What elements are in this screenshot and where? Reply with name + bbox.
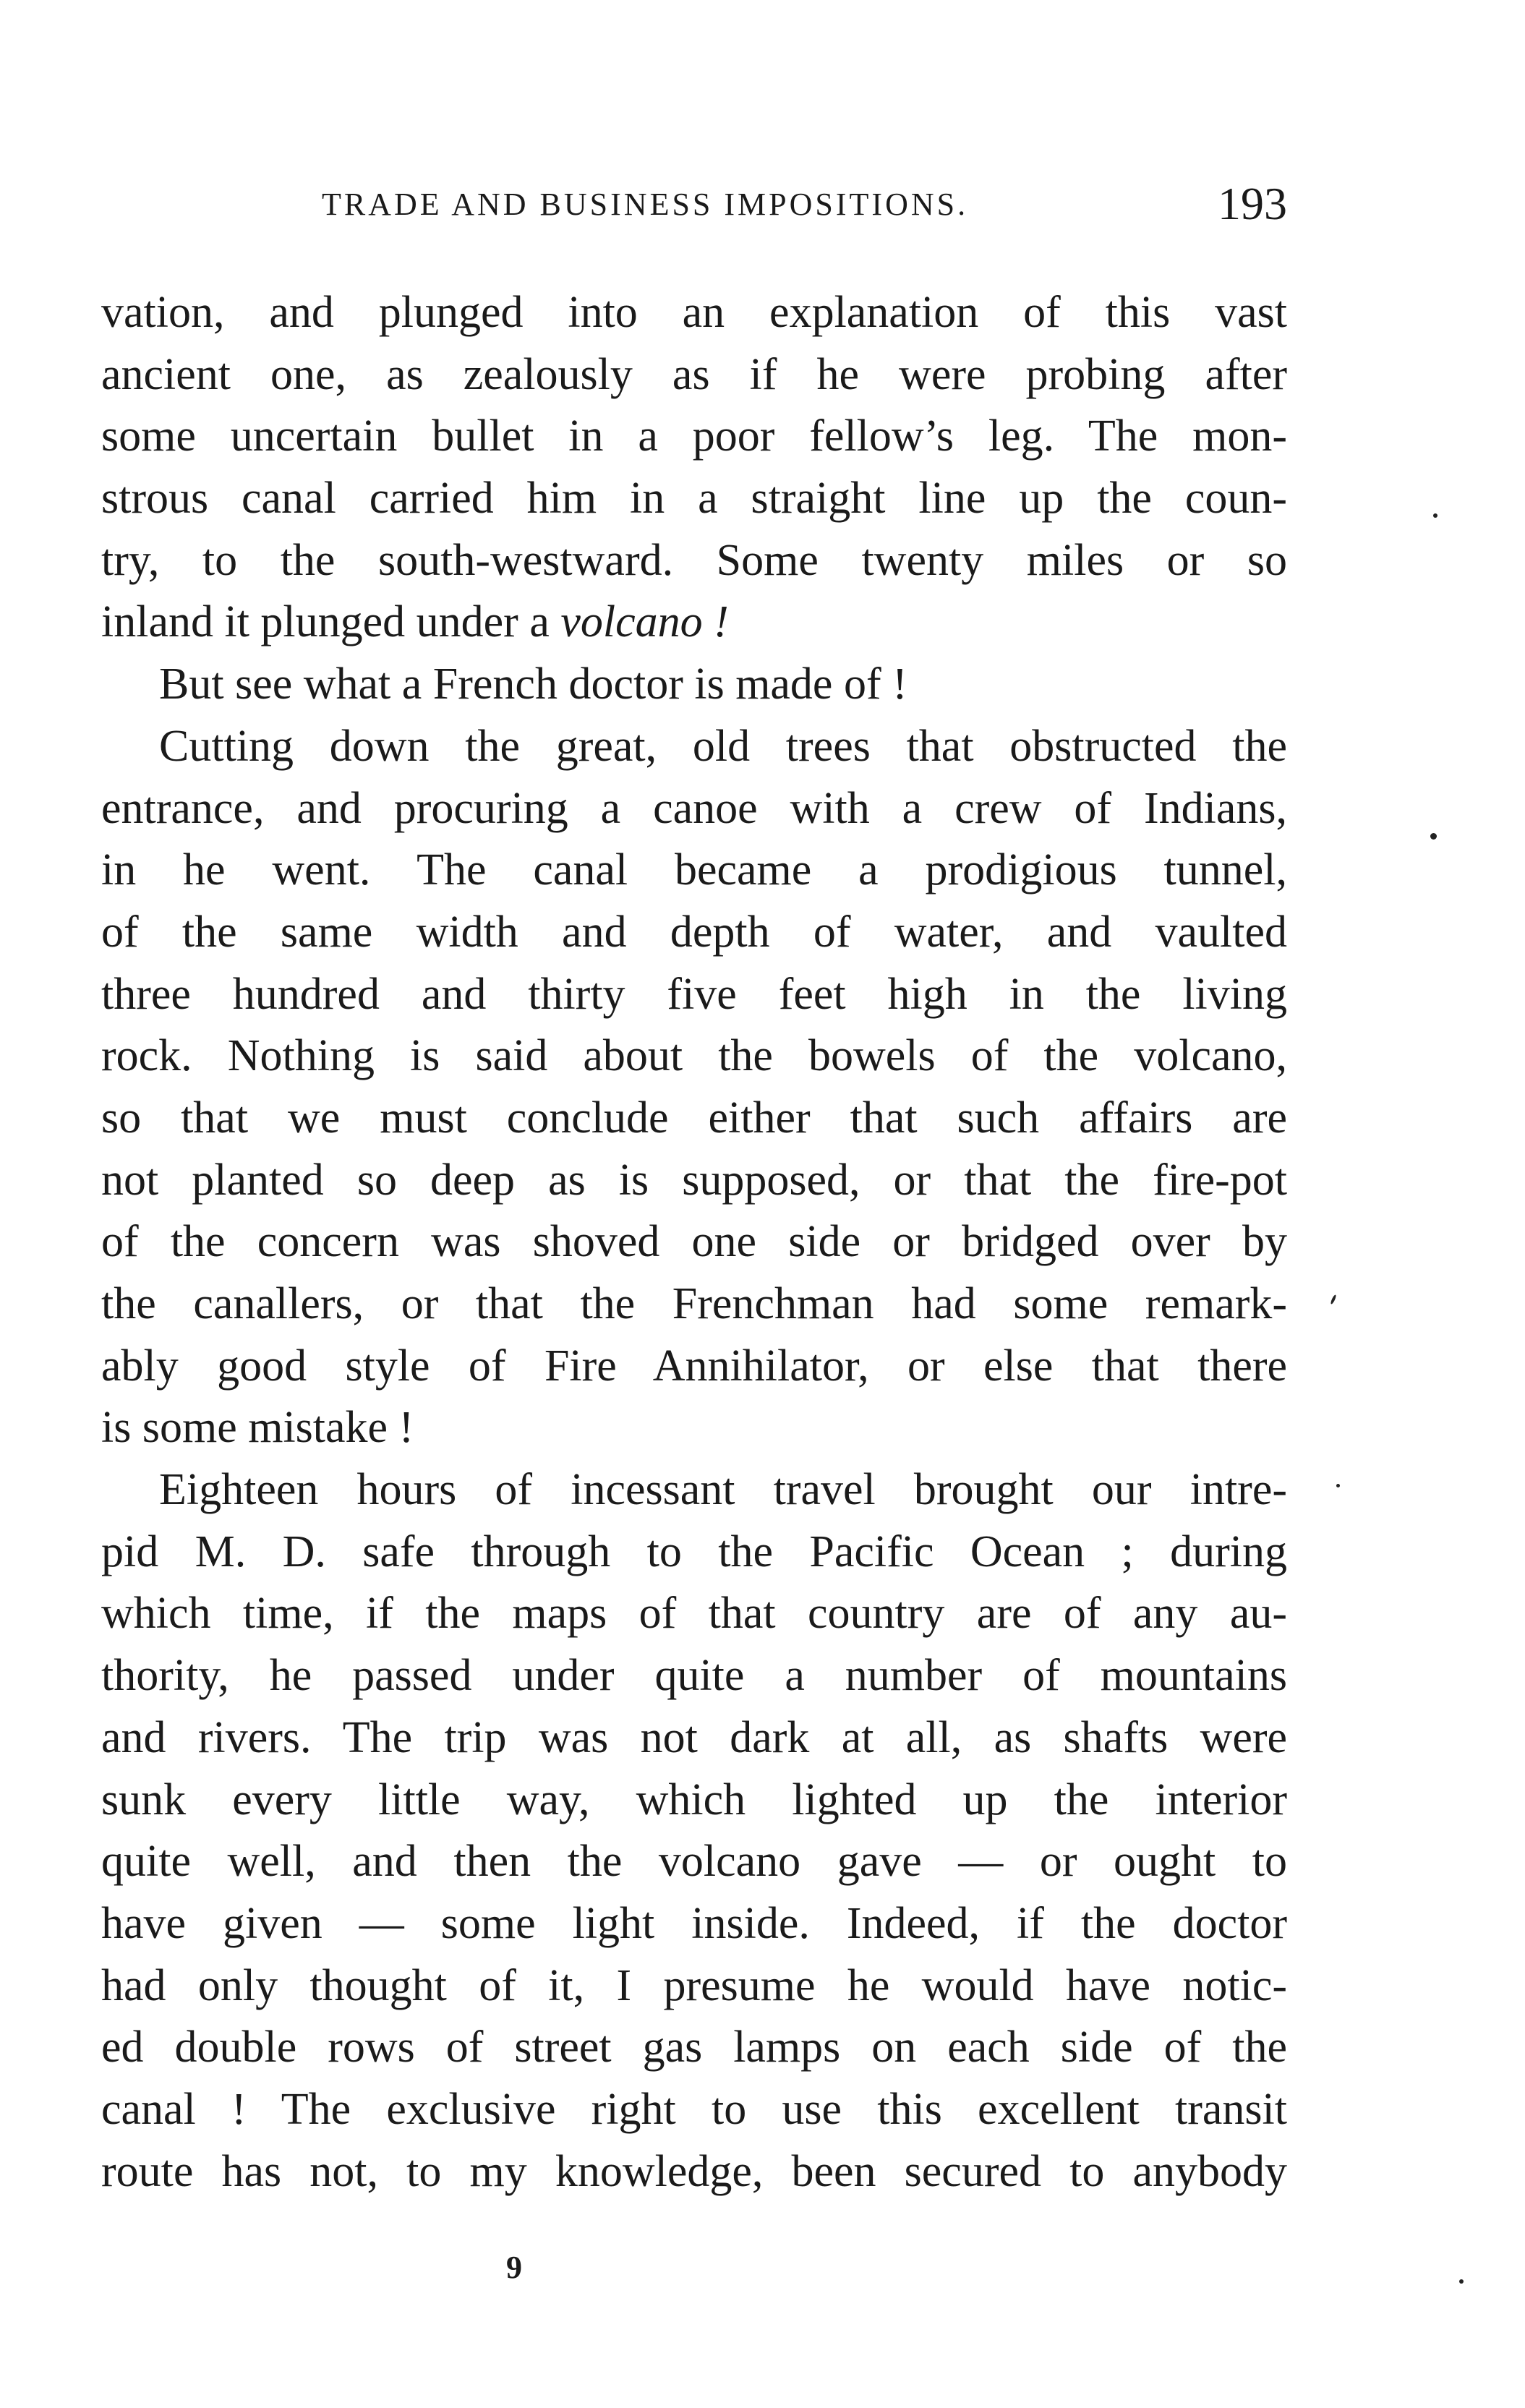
line-text: inland it plunged under a	[101, 597, 561, 647]
text-line	[101, 1397, 1287, 1459]
text-line	[101, 344, 1287, 406]
line-text: strous canal carried him in a straight line up the coun-	[101, 474, 1287, 524]
text-line	[101, 2017, 1287, 2079]
text-line	[101, 654, 1287, 716]
page-number: 193	[1218, 178, 1287, 229]
scan-speck	[1459, 2279, 1464, 2284]
line-text: Eighteen hours of incessant travel brought our intre-	[159, 1465, 1287, 1515]
line-text: the canallers, or that the Frenchman had some remark-	[101, 1279, 1287, 1328]
line-text: pid M. D. safe through to the Pacific Ocean ; during	[101, 1527, 1287, 1576]
paragraph	[101, 282, 1287, 654]
text-line	[101, 1707, 1287, 1769]
text-line	[101, 778, 1287, 840]
scan-speck	[1336, 1484, 1340, 1487]
running-head	[101, 177, 1287, 242]
text-line	[101, 592, 1287, 654]
line-text: of the concern was shoved one side or bridged over by	[101, 1217, 1287, 1267]
line-text: try, to the south-westward. Some twenty miles or so	[101, 535, 1287, 585]
text-line	[101, 406, 1287, 468]
text-line	[101, 282, 1287, 344]
line-text: ed double rows of street gas lamps on each side of the	[101, 2023, 1287, 2072]
scan-speck	[1430, 833, 1437, 840]
text-line	[101, 1521, 1287, 1584]
line-text: so that we must conclude either that such affairs are	[101, 1093, 1287, 1143]
text-line	[101, 964, 1287, 1026]
text-line	[101, 2141, 1287, 2203]
line-text: three hundred and thirty five feet high in the living	[101, 969, 1287, 1019]
scan-speck	[1330, 1294, 1337, 1305]
text-line	[101, 468, 1287, 530]
line-text: route has not, to my knowledge, been secured to anybody	[101, 2146, 1287, 2196]
line-text: quite well, and then the volcano gave — or ought to	[101, 1837, 1287, 1887]
italic-word: volcano !	[560, 597, 729, 647]
line-text: ancient one, as zealously as if he were probing after	[101, 349, 1287, 399]
text-line	[101, 1459, 1287, 1521]
text-line	[101, 1955, 1287, 2018]
text-line	[101, 1336, 1287, 1398]
body-text	[101, 282, 1287, 2203]
text-line	[101, 1893, 1287, 1955]
line-text: But see what a French doctor is made of !	[159, 659, 907, 709]
text-line	[101, 1831, 1287, 1893]
line-text: sunk every little way, which lighted up the interior	[101, 1775, 1287, 1824]
text-line	[101, 1769, 1287, 1832]
line-text: vation, and plunged into an explanation of this vast	[101, 288, 1287, 337]
line-text: entrance, and procuring a canoe with a crew of Indians,	[101, 783, 1287, 833]
line-text: Cutting down the great, old trees that obstructed the	[159, 721, 1287, 771]
text-line	[101, 716, 1287, 778]
text-line	[101, 1150, 1287, 1212]
paragraph	[101, 654, 1287, 716]
text-line	[101, 1025, 1287, 1088]
text-line	[101, 840, 1287, 902]
line-text: had only thought of it, I presume he would have notic-	[101, 1960, 1287, 2010]
line-text: ably good style of Fire Annihilator, or else that there	[101, 1341, 1287, 1391]
line-text: of the same width and depth of water, and vaulted	[101, 907, 1287, 957]
line-text: have given — some light inside. Indeed, if the doctor	[101, 1898, 1287, 1948]
text-line	[101, 2079, 1287, 2141]
paragraph	[101, 1459, 1287, 2203]
text-line	[101, 1583, 1287, 1645]
paragraph	[101, 716, 1287, 1459]
scan-speck	[1433, 513, 1438, 518]
signature-mark: 9	[506, 2250, 522, 2285]
text-line	[101, 1645, 1287, 1707]
running-title: TRADE AND BUSINESS IMPOSITIONS.	[322, 187, 969, 222]
line-text: thority, he passed under quite a number of mountains	[101, 1651, 1287, 1701]
text-line	[101, 530, 1287, 592]
line-text: in he went. The canal became a prodigious tunnel,	[101, 845, 1287, 895]
line-text: rock. Nothing is said about the bowels of the volcano,	[101, 1031, 1287, 1081]
line-text: which time, if the maps of that country are of any au-	[101, 1589, 1287, 1639]
text-line	[101, 1088, 1287, 1150]
text-line	[101, 902, 1287, 964]
line-text: is some mistake !	[101, 1403, 414, 1453]
line-text: and rivers. The trip was not dark at all, as shafts were	[101, 1712, 1287, 1762]
line-text: canal ! The exclusive right to use this excellent transit	[101, 2084, 1287, 2134]
text-line	[101, 1273, 1287, 1336]
text-line	[101, 1211, 1287, 1273]
line-text: not planted so deep as is supposed, or that the fire-pot	[101, 1155, 1287, 1205]
line-text: some uncertain bullet in a poor fellow’s leg. The mon-	[101, 411, 1287, 461]
